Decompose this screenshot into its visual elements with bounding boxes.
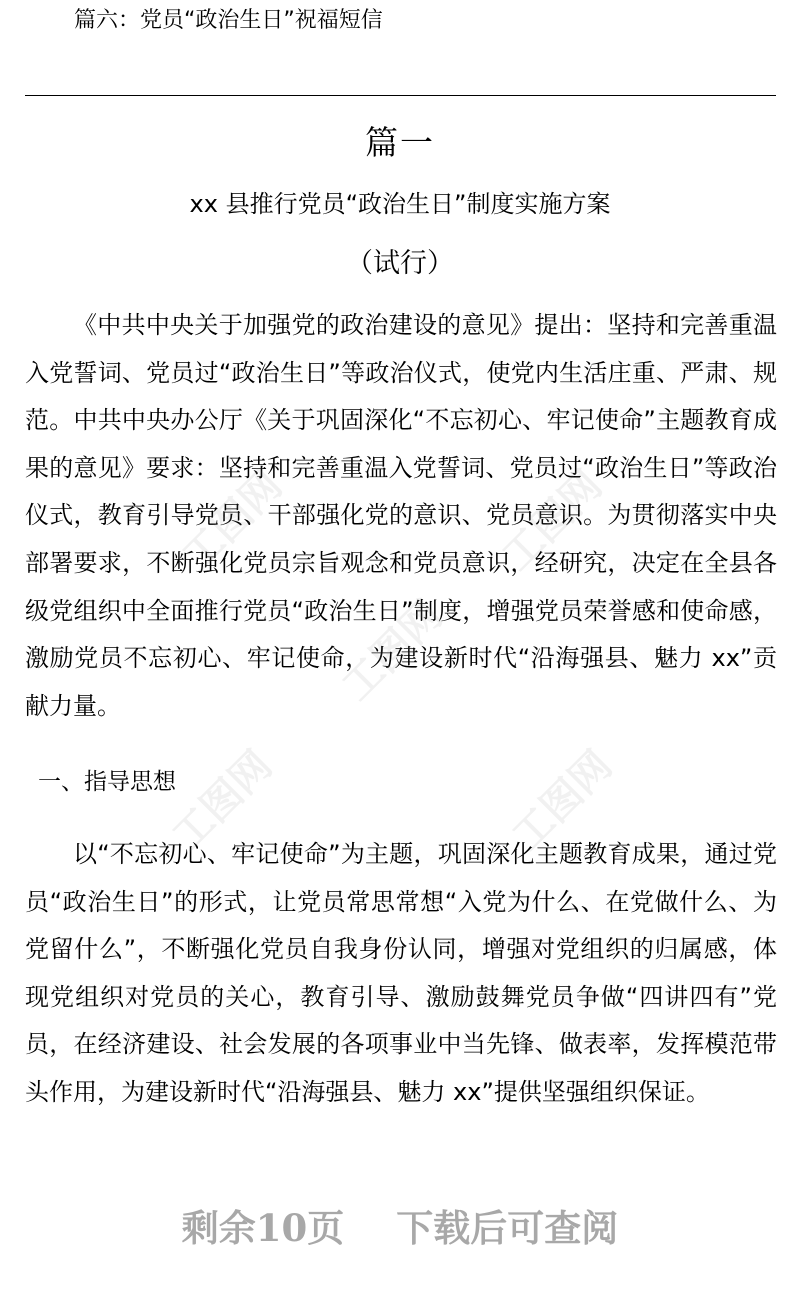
section-title: 篇一 (365, 123, 435, 162)
watermark: 工图网 (333, 592, 452, 710)
watermark: 工图网 (173, 462, 292, 580)
document-title: xx 县推行党员“政治生日”制度实施方案 (189, 190, 611, 218)
download-prompt[interactable] (0, 1198, 800, 1258)
watermark: 工图网 (493, 462, 612, 580)
watermark: 工图网 (163, 742, 282, 860)
toc-entry[interactable]: 篇六：党员“政治生日”祝福短信 (74, 8, 383, 33)
section-heading-guiding-ideology: 一、指导思想 (38, 769, 176, 795)
document-subtitle: （试行） (346, 248, 454, 279)
guiding-ideology-paragraph: 以“不忘初心、牢记使命”为主题，巩固深化主题教育成果，通过党员“政治生日”的形式，让党员常思常想“入党为什么、在党做什么、为党留什么”，不断强化党员自我身份认同，增强对党组织的归属感，体现党组织对党员的关心，教育引导、激励鼓舞党员争做“四讲四有”党员，在经济建设、社会发展的各项事业中当先锋、做表率，发挥模范带头作用，为建设新时代“沿海强县、魅力 xx”提供坚强组织保证。 (25, 840, 777, 1106)
divider (25, 95, 776, 96)
remaining-pages-label: 剩余10页 (181, 1206, 345, 1250)
intro-paragraph: 《中共中央关于加强党的政治建设的意见》提出：坚持和完善重温入党誓词、党员过“政治生日”等政治仪式，使党内生活庄重、严肃、规范。中共中央办公厅《关于巩固深化“不忘初心、牢记使命”主题教育成果的意见》要求：坚持和完善重温入党誓词、党员过“政治生日”等政治仪式，教育引导党员、干部强化党的意识、党员意识。为贯彻落实中央部署要求，不断强化党员宗旨观念和党员意识，经研究，决定在全县各级党组织中全面推行党员“政治生日”制度，增强党员荣誉感和使命感，激励党员不忘初心、牢记使命，为建设新时代“沿海强县、魅力 xx”贡献力量。 (25, 311, 777, 720)
download-to-view-label: 下载后可查阅 (396, 1206, 619, 1250)
watermark: 工图网 (503, 742, 622, 860)
